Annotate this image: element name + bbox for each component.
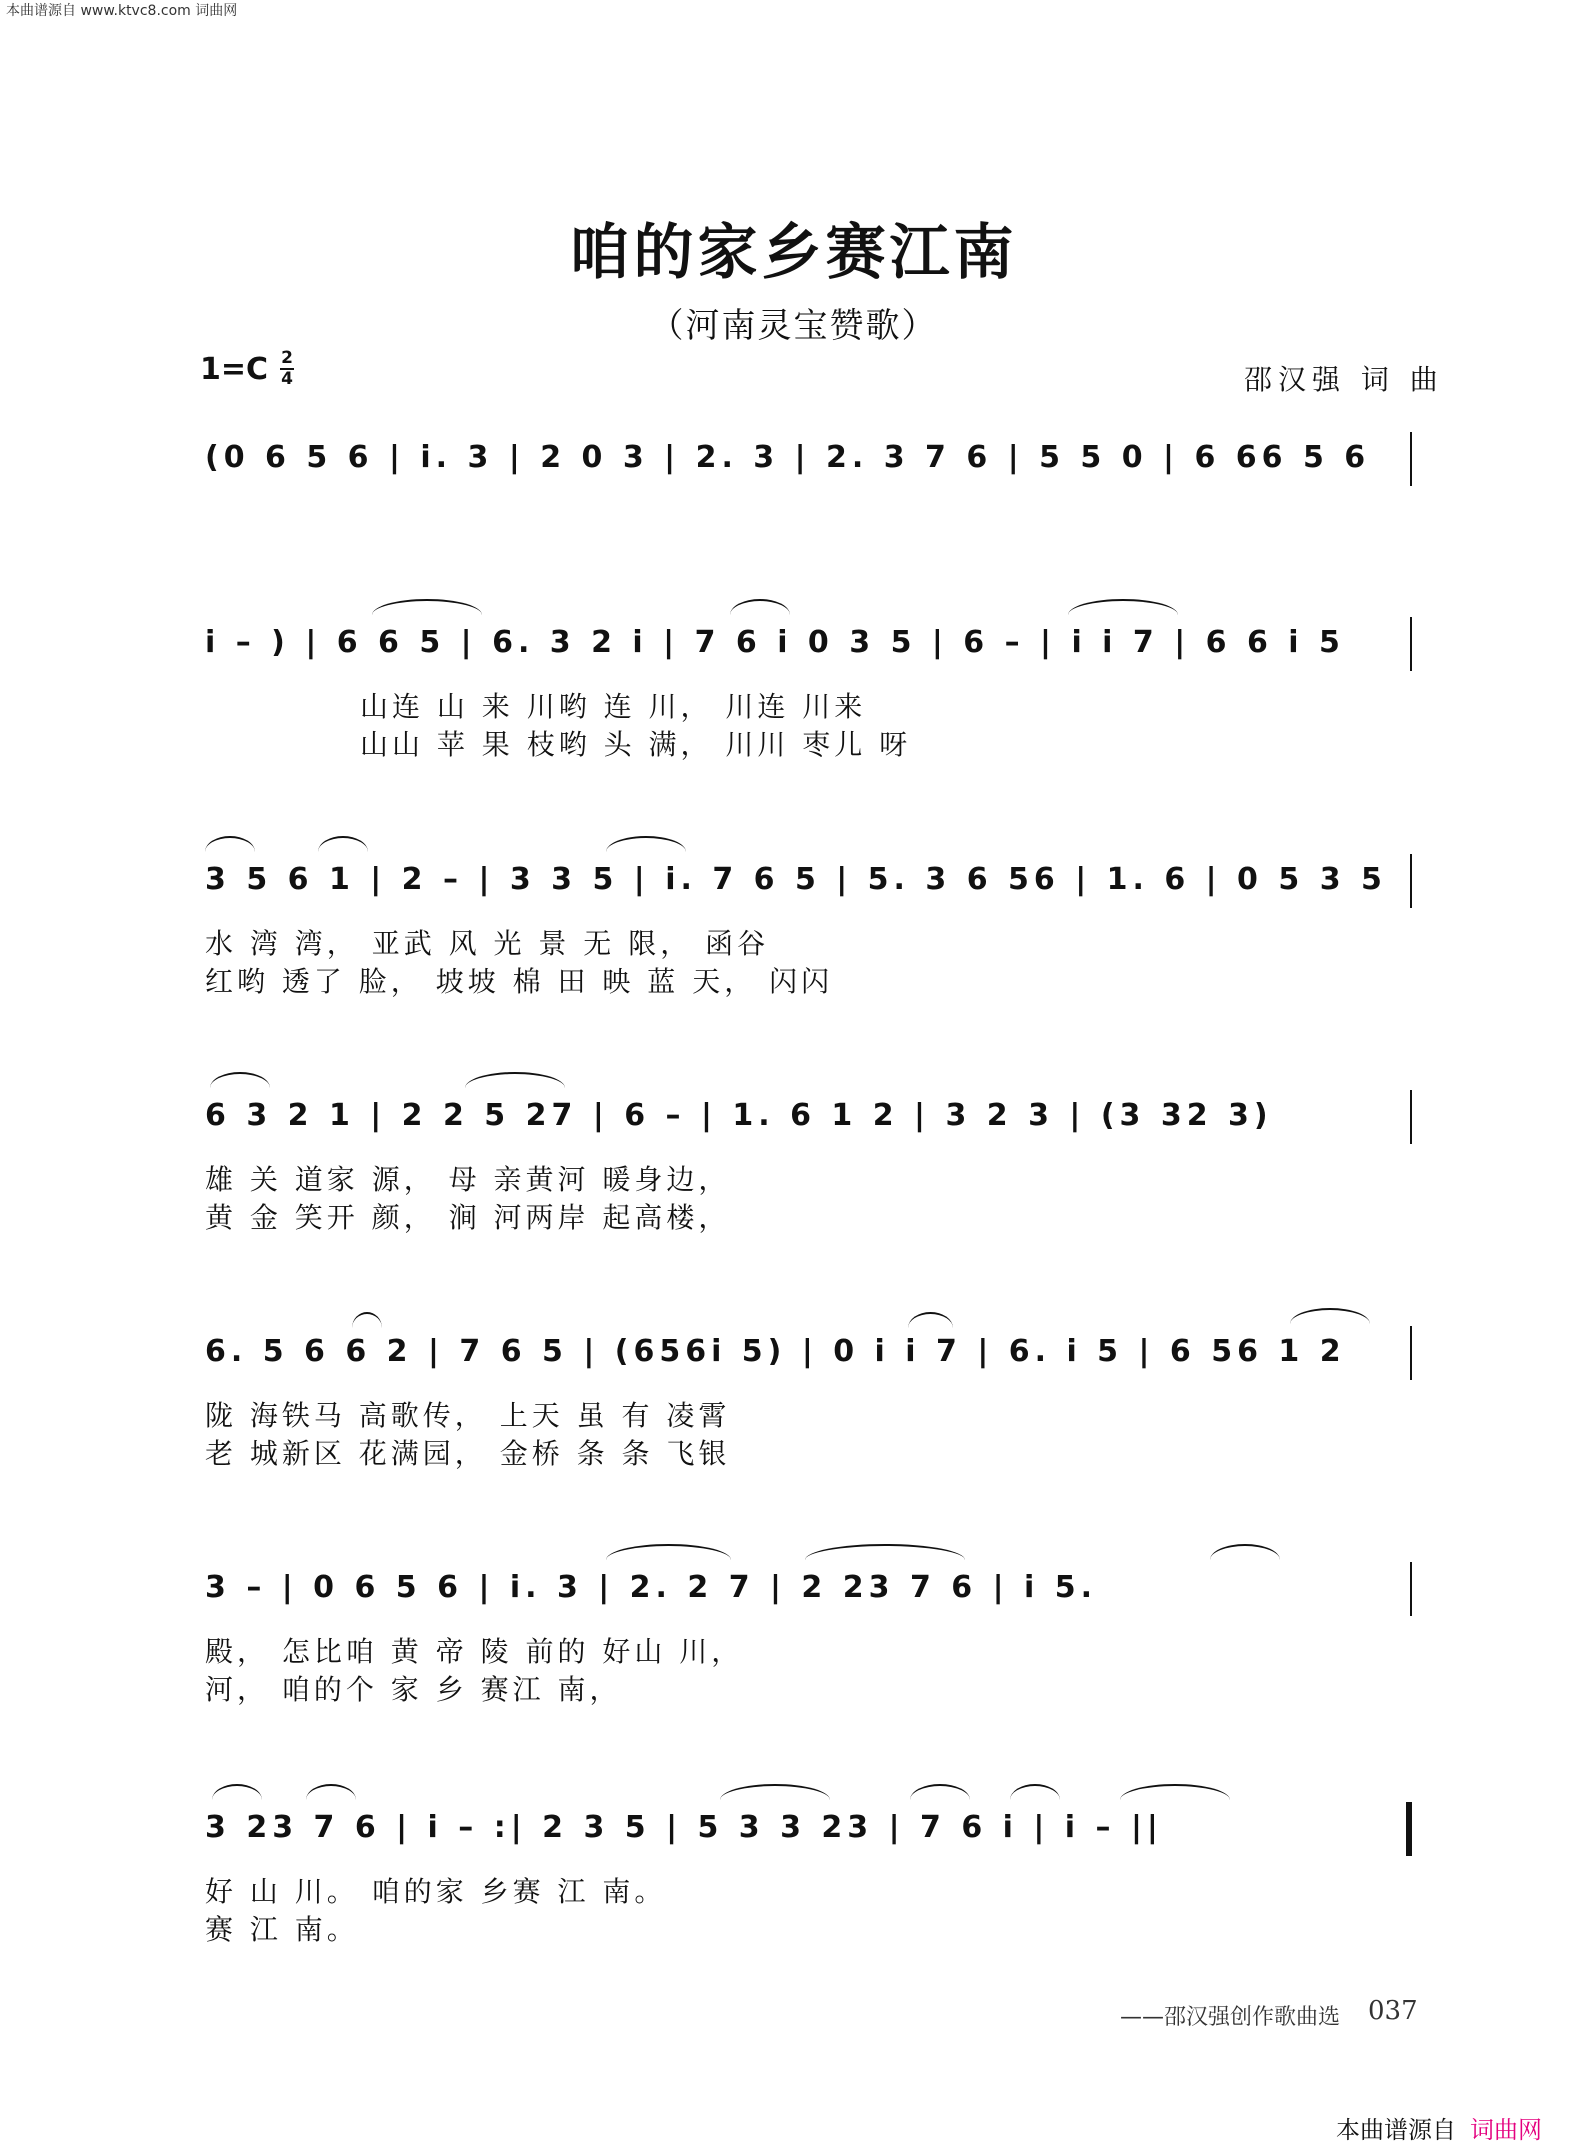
lyric-verse-1: 陇 海铁马 高歌传， 上天 虽 有 凌霄 [205,1399,731,1432]
barline [1410,1090,1412,1144]
collection-credit: ——邵汉强创作歌曲选 [1120,2005,1341,2030]
lyric-verse-2: 赛 江 南。 [205,1913,359,1946]
lyric-verse-2: 老 城新区 花满园， 金桥 条 条 飞银 [205,1437,731,1470]
lyric-verse-2: 山山 苹 果 枝哟 头 满， 川川 枣儿 呀 [360,728,912,761]
slur [372,599,482,615]
notation-line: 6 3 2 1 | 2 2 5 27 | 6 – | 1. 6 1 2 | 3 2 3 | (3 32 3) [205,1098,1273,1133]
slur [1068,599,1178,615]
final-barline [1406,1802,1412,1856]
barline [1410,1562,1412,1616]
notation-line: 3 – | 0 6 5 6 | i. 3 | 2. 2 7 | 2 23 7 6 | i 5. [205,1570,1097,1605]
slur [730,599,790,615]
slur [306,1784,356,1800]
slur [205,836,255,852]
time-sig-top: 2 [281,348,293,368]
slur [465,1072,565,1088]
lyric-verse-2: 河， 咱的个 家 乡 赛江 南， [205,1673,622,1706]
slur [318,836,368,852]
lyric-verse-1: 好 山 川。 咱的家 乡赛 江 南。 [205,1875,667,1908]
notation-line: i – ) | 6 6 5 | 6. 3 2 i | 7 6 i 0 3 5 | 6 – | i i 7 | 6 6 i 5 [205,625,1345,660]
notation-line: 3 23 7 6 | i – :| 2 3 5 | 5 3 3 23 | 7 6 i | i – || [205,1810,1163,1845]
barline [1410,432,1412,486]
watermark-brand: 词曲网 [1470,2116,1542,2144]
notation-line: (0 6 5 6 | i. 3 | 2 0 3 | 2. 3 | 2. 3 7 6 | 5 5 0 | 6 66 5 6 [205,440,1371,475]
slur [352,1312,382,1328]
slur [1290,1308,1370,1324]
lyric-verse-1: 殿， 怎比咱 黄 帝 陵 前的 好山 川， [205,1635,744,1668]
slur [606,1544,731,1560]
key-signature: 1=C [200,352,269,387]
lyric-verse-2: 红哟 透了 脸， 坡坡 棉 田 映 蓝 天， 闪闪 [205,965,834,998]
slur [1120,1784,1230,1800]
watermark-text: 本曲谱源自 [1336,2116,1456,2144]
lyric-verse-1: 水 湾 湾， 亚武 风 光 景 无 限， 函谷 [205,927,770,960]
slur [1010,1784,1060,1800]
time-signature [280,350,294,388]
barline [1410,854,1412,908]
song-title: 咱的家乡赛江南 [569,218,1018,288]
lyric-verse-2: 黄 金 笑开 颜， 涧 河两岸 起高楼， [205,1201,731,1234]
slur [720,1784,830,1800]
song-subtitle: （河南灵宝赞歌） [649,306,938,346]
slur [212,1784,262,1800]
notation-line: 3 5 6 1 | 2 – | 3 3 5 | i. 7 6 5 | 5. 3 6 56 | 1. 6 | 0 5 3 5 [205,862,1387,897]
page-number: 037 [1368,1996,1418,2026]
barline [1410,1326,1412,1380]
lyric-verse-1: 雄 关 道家 源， 母 亲黄河 暖身边， [205,1163,731,1196]
composer-credit: 邵汉强 词 曲 [1244,363,1444,396]
barline [1410,617,1412,671]
site-watermark-bottom [1336,2110,1542,2145]
time-sig-bottom: 4 [281,369,293,389]
slur [908,1312,953,1328]
slur [606,836,686,852]
lyric-verse-1: 山连 山 来 川哟 连 川， 川连 川来 [360,690,867,723]
site-watermark-top: 本曲谱源自 www.ktvc8.com 词曲网 [6,3,238,19]
slur [1210,1544,1280,1560]
slur [805,1544,965,1560]
notation-line: 6. 5 6 6 2 | 7 6 5 | (656i 5) | 0 i i 7 | 6. i 5 | 6 56 1 2 [205,1334,1346,1369]
slur [210,1072,270,1088]
slur [910,1784,970,1800]
